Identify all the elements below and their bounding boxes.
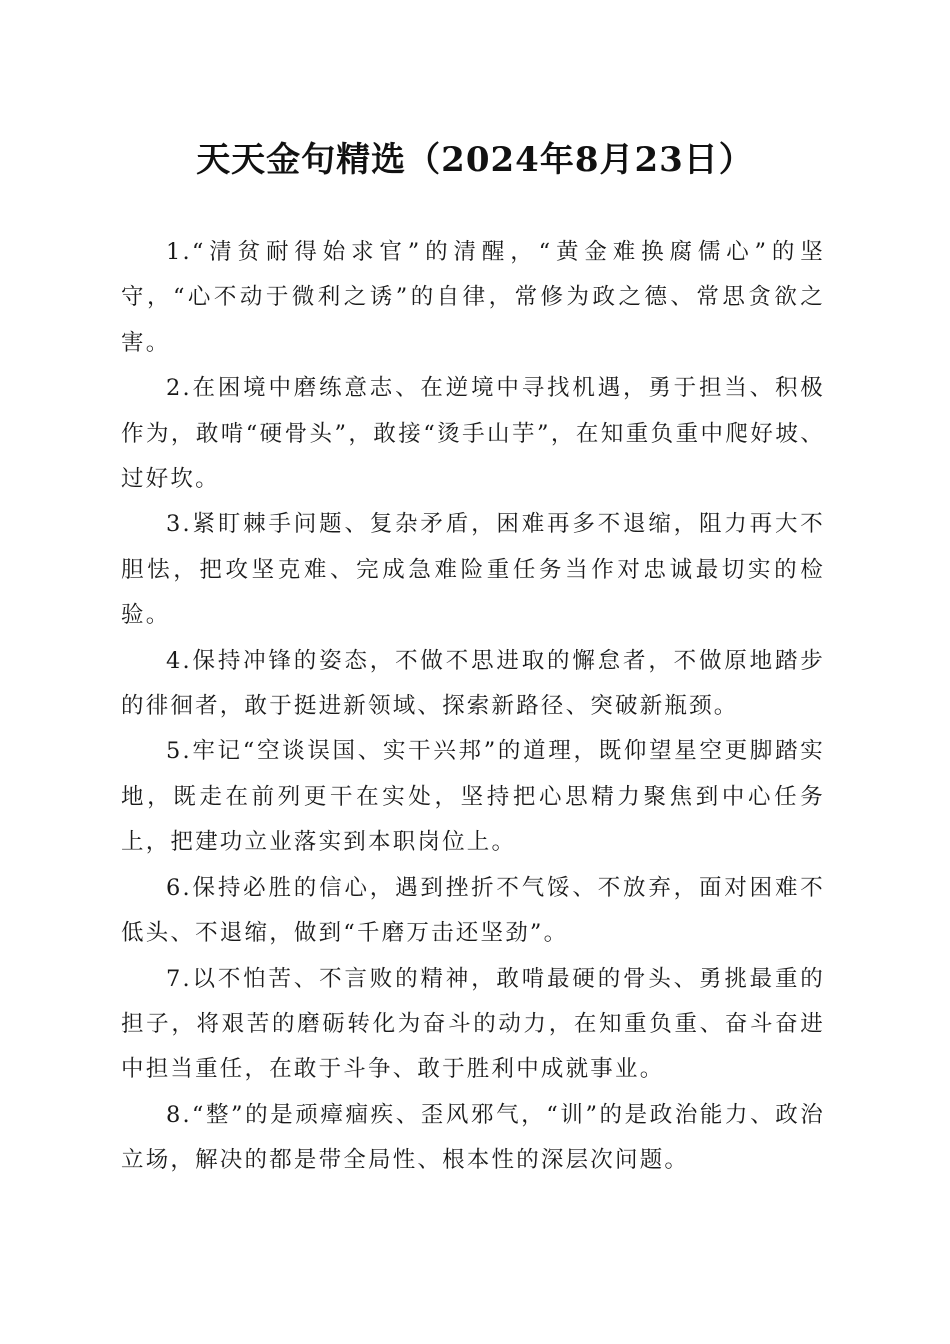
quote-paragraph-4: 4.保持冲锋的姿态，不做不思进取的懈怠者，不做原地踏步的徘徊者，敢于挺进新领域、探索新路径、突破新瓶颈。: [121, 647, 825, 720]
document-title: 天天金句精选（2024年8月23日）: [196, 140, 754, 180]
quote-paragraph-3: 3.紧盯棘手问题、复杂矛盾，困难再多不退缩，阻力再大不胆怯，把攻坚克难、完成急难险重任务当作对忠诚最切实的检验。: [121, 511, 825, 629]
quote-paragraph-6: 6.保持必胜的信心，遇到挫折不气馁、不放弃，面对困难不低头、不退缩，做到“千磨万击还坚劲”。: [121, 874, 825, 947]
quote-paragraph-7: 7.以不怕苦、不言败的精神，敢啃最硬的骨头、勇挑最重的担子，将艰苦的磨砺转化为奋斗的动力，在知重负重、奋斗奋进中担当重任，在敢于斗争、敢于胜利中成就事业。: [121, 965, 825, 1083]
quote-paragraph-1: 1.“清贫耐得始求官”的清醒，“黄金难换腐儒心”的坚守，“心不动于微利之诱”的自律，常修为政之德、常思贪欲之害。: [121, 239, 825, 356]
document-body: [121, 230, 825, 1184]
quote-paragraph-2: 2.在困境中磨练意志、在逆境中寻找机遇，勇于担当、积极作为，敢啃“硬骨头”，敢接“烫手山芋”，在知重负重中爬好坡、过好坎。: [121, 375, 825, 493]
quote-paragraph-5: 5.牢记“空谈误国、实干兴邦”的道理，既仰望星空更脚踏实地，既走在前列更干在实处，坚持把心思精力聚焦到中心任务上，把建功立业落实到本职岗位上。: [121, 738, 825, 856]
quote-paragraph-8: 8.“整”的是顽瘴痼疾、歪风邪气，“训”的是政治能力、政治立场，解决的都是带全局性、根本性的深层次问题。: [121, 1101, 825, 1174]
